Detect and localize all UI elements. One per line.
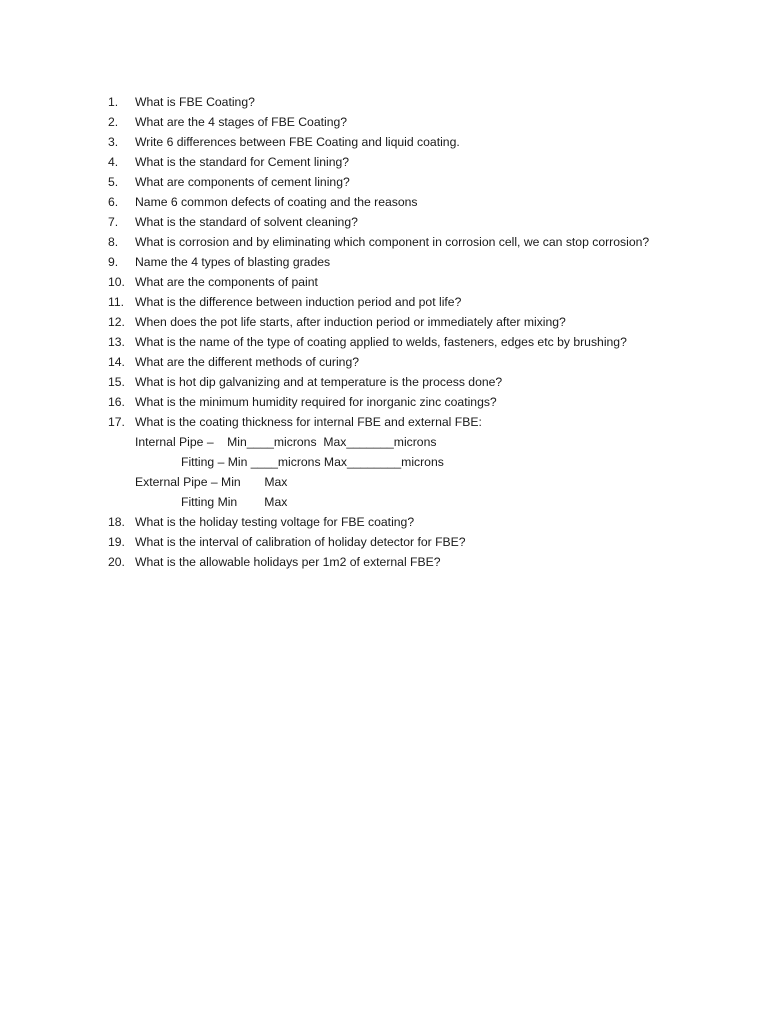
question-text: What is the standard of solvent cleaning?	[135, 215, 358, 229]
question-text: What is corrosion and by eliminating which component in corrosion cell, we can stop corrosion?	[135, 235, 650, 249]
question-text: What is the standard for Cement lining?	[135, 155, 350, 169]
question-number: 15.	[108, 375, 125, 389]
question-number: 17.	[108, 415, 125, 429]
question-text: What is the difference between induction period and pot life?	[135, 295, 462, 309]
question-item	[108, 512, 748, 532]
question-text: Write 6 differences between FBE Coating and liquid coating.	[135, 135, 460, 149]
external-pipe-thickness-line: External Pipe – Min Max	[135, 475, 288, 489]
question-item	[108, 312, 748, 332]
question-item	[108, 372, 748, 392]
question-text: Name the 4 types of blasting grades	[135, 255, 331, 269]
question-text: What is the holiday testing voltage for FBE coating?	[135, 515, 415, 529]
question-item	[108, 412, 748, 432]
question-item	[108, 552, 748, 572]
question-number: 1.	[108, 95, 119, 109]
question-text: When does the pot life starts, after induction period or immediately after mixing?	[135, 315, 566, 329]
question-number: 14.	[108, 355, 125, 369]
question-number: 10.	[108, 275, 125, 289]
question-text: What are the 4 stages of FBE Coating?	[135, 115, 348, 129]
question-number: 8.	[108, 235, 119, 249]
question-item	[108, 272, 748, 292]
question-number: 2.	[108, 115, 119, 129]
question-item	[108, 352, 748, 372]
question-text: What is FBE Coating?	[135, 95, 255, 109]
question-item	[108, 332, 748, 352]
question-number: 7.	[108, 215, 119, 229]
question-text: What is the coating thickness for internal FBE and external FBE:	[135, 415, 482, 429]
question-item	[108, 292, 748, 312]
question-text: Name 6 common defects of coating and the reasons	[135, 195, 418, 209]
question-number: 4.	[108, 155, 119, 169]
question-number: 3.	[108, 135, 119, 149]
question-number: 20.	[108, 555, 125, 569]
question-number: 9.	[108, 255, 119, 269]
question-number: 6.	[108, 195, 119, 209]
internal-pipe-thickness-line: Internal Pipe – Min____microns Max_______microns	[135, 435, 437, 449]
question-item	[108, 252, 748, 272]
question-item	[108, 112, 748, 132]
question-text: What is the minimum humidity required for inorganic zinc coatings?	[135, 395, 497, 409]
question-item	[108, 532, 748, 552]
question-number: 11.	[108, 295, 125, 309]
question-text: What are the components of paint	[135, 275, 318, 289]
question-text: What is the interval of calibration of holiday detector for FBE?	[135, 535, 466, 549]
question-item	[108, 132, 748, 152]
external-fitting-thickness-line: Fitting Min Max	[181, 495, 288, 509]
question-number: 16.	[108, 395, 125, 409]
question-text: What are components of cement lining?	[135, 175, 350, 189]
question-item	[108, 152, 748, 172]
question-item	[108, 212, 748, 232]
question-item	[108, 92, 748, 112]
internal-fitting-thickness-line: Fitting – Min ____microns Max________microns	[181, 455, 444, 469]
question-item	[108, 392, 748, 412]
question-item	[108, 192, 748, 212]
question-number: 18.	[108, 515, 125, 529]
question-text: What are the different methods of curing?	[135, 355, 360, 369]
question-number: 5.	[108, 175, 119, 189]
question-text: What is the name of the type of coating applied to welds, fasteners, edges etc by brushing?	[135, 335, 627, 349]
question-number: 19.	[108, 535, 125, 549]
question-text: What is the allowable holidays per 1m2 of external FBE?	[135, 555, 441, 569]
question-number: 12.	[108, 315, 125, 329]
question-text: What is hot dip galvanizing and at temperature is the process done?	[135, 375, 503, 389]
question-item	[108, 232, 748, 252]
question-item	[108, 172, 748, 192]
question-list	[108, 92, 748, 572]
question-number: 13.	[108, 335, 125, 349]
